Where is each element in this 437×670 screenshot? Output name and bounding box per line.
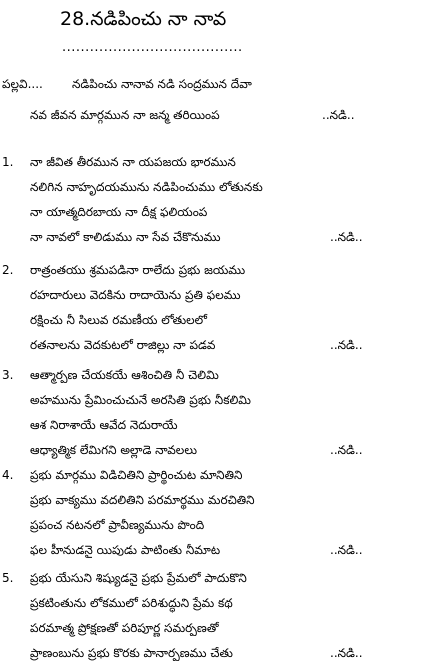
stanza-line: అహమును ప్రేమించుచునే అరసితి ప్రభు నీకలిమి xyxy=(30,393,251,407)
stanza-refrain: ..నడి.. xyxy=(330,443,363,457)
stanza-line: ప్రభు వాక్యము వదలితిని పరమార్థము మరచితిని xyxy=(30,493,255,507)
stanza-refrain: ..నడి.. xyxy=(330,230,363,244)
stanza-line: ఆధ్యాత్మిక లేమిగని అల్లాడె నావలలు xyxy=(30,443,197,457)
stanza-line: నలిగిన నాహృదయమును నడిపించుము లోతునకు xyxy=(30,180,263,194)
stanza-line: నా యాత్మదిరబాయ నా దీక్ష ఫలియంప xyxy=(30,205,208,219)
stanza-line: పరమాత్మ ప్రోక్షణతో పరిపూర్ణ సమర్పణతో xyxy=(30,621,219,635)
stanza-line: ఆత్మార్పణ చేయకయే ఆశించితి నీ చెలిమి xyxy=(30,368,219,382)
stanza-refrain: ..నడి.. xyxy=(330,338,363,352)
stanza-line: ఫల హీనుడనై యిపుడు పాటింతు నీమాట xyxy=(30,543,221,557)
stanza-refrain: ..నడి.. xyxy=(330,543,363,557)
stanza-number: 2. xyxy=(2,263,14,277)
stanza-line: ఆశ నిరాశాయే ఆవేద నెదురాయే xyxy=(30,418,178,432)
pallavi-label: పల్లవి.... xyxy=(2,77,43,91)
stanza-line: రతనాలను వెదకుటలో రాజిల్లు నా పడవ xyxy=(30,338,216,352)
stanza-number: 1. xyxy=(2,155,14,169)
stanza-number: 5. xyxy=(2,571,14,585)
stanza-number: 4. xyxy=(2,468,14,482)
pallavi-line-2: నవ జీవన మార్గమున నా జన్మ తరియింప xyxy=(30,108,220,122)
stanza-line: రాత్రంతయు శ్రమపడినా రాలేదు ప్రభు జయము xyxy=(30,263,246,277)
title-divider: ....................................... xyxy=(62,40,243,55)
song-title: 28.నడిపించు నా నావ xyxy=(60,8,227,30)
stanza-line: నా జీవిత తీరమున నా యపజయ భారమున xyxy=(30,155,236,169)
stanza-line: నా నావలో కాలిడుము నా సేవ చేకొనుము xyxy=(30,230,221,244)
stanza-line: ప్రాణంబును ప్రభు కొరకు పానార్పణము చేతు xyxy=(30,646,233,660)
stanza-line: ప్రపంచ నటనలో ప్రావీణ్యమును పొంది xyxy=(30,518,205,532)
pallavi-refrain: ..నడి.. xyxy=(322,108,355,122)
stanza-line: రహదారులు వెదకిను రాదాయెను ప్రతి ఫలము xyxy=(30,288,241,302)
stanza-line: ప్రభు మార్గము విడిచితిని ప్రార్థించుట మానితిని xyxy=(30,468,243,482)
stanza-line: ప్రభు యేసుని శిష్యుడనై ప్రభు ప్రేమలో పాదుకొని xyxy=(30,571,247,585)
stanza-line: ప్రకటింతును లోకములో పరిశుద్ధుని ప్రేమ కథ xyxy=(30,596,233,610)
pallavi-line-1: నడిపించు నానావ నడి సంద్రమున దేవా xyxy=(72,77,252,91)
stanza-number: 3. xyxy=(2,368,14,382)
stanza-line: రక్షించు నీ సిలువ రమణీయ లోతులలో xyxy=(30,313,207,327)
stanza-refrain: ..నడి.. xyxy=(330,646,363,660)
